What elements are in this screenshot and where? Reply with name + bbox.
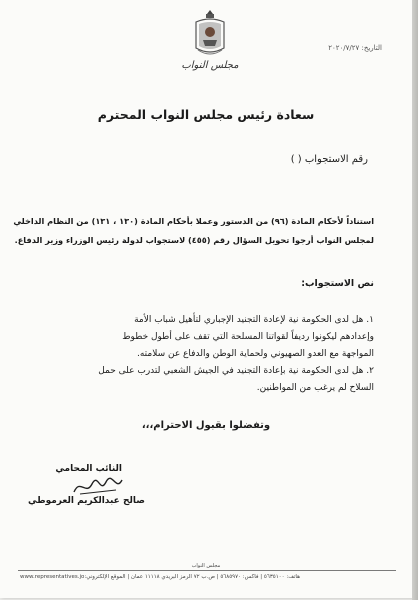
intro-line: استناداً لأحكام المادة (٩٦) من الدستور وعملا بأحكام المادة (١٣٠ ، ١٣١) من النظام الداخلي xyxy=(13,216,374,226)
question-line: وإعدادهم ليكونوا رديفاً لقواتنا المسلحة التي تقف على أطول خطوط xyxy=(122,332,374,342)
footer-contact-info: هاتف: ٥٦٣٥١٠٠ | فاكس: ٥٦٨٥٩٧٠ | ص.ب ٧٢ الرمز البريدي ١١١١٨ عمان | الموقع الإلكتروني: xyxy=(84,574,300,580)
page-edge-shadow xyxy=(412,0,418,600)
question-line: السلاح لم يرغب من المواطنين. xyxy=(256,383,374,393)
question-line: ١. هل لدى الحكومة نية لإعادة التجنيد الإجباري لتأهيل شباب الأمة xyxy=(134,315,374,325)
question-line: ٢. هل لدى الحكومة نية بإعادة التجنيد في الجيش الشعبي لتدرب على حمل xyxy=(98,366,374,376)
intro-paragraph xyxy=(13,212,374,250)
letter-recipient: سعادة رئيس مجلس النواب المحترم xyxy=(97,107,315,122)
question-item xyxy=(24,312,374,363)
interpellation-reference: رقم الاستجواب ( ) xyxy=(290,154,368,165)
footer-website: www.representatives.jo xyxy=(20,574,85,580)
question-line: المواجهة مع العدو الصهيوني ولحماية الوطن والدفاع عن سلامته. xyxy=(136,349,374,359)
signer-title: النائب المحامي xyxy=(55,464,122,474)
footer-logo-text: مجلس النواب xyxy=(191,563,221,569)
intro-line: لمجلس النواب أرجوا تحويل السؤال رقم (٤٥٥) لاستجواب لدولة رئيس الوزراء وزير الدفاع. xyxy=(14,235,374,245)
crest-emblem-icon xyxy=(193,8,227,58)
question-item xyxy=(24,363,374,397)
council-logo-text: مجلس النواب xyxy=(181,60,239,71)
letter-date: التاريخ: ٢٠٢٠/٧/٢٧ xyxy=(328,44,382,52)
footer-divider xyxy=(18,570,396,571)
closing-salutation: وتفضلوا بقبول الاحترام،،، xyxy=(141,420,271,431)
interpellation-heading: نص الاستجواب: xyxy=(301,278,374,289)
signer-name: صالح عبدالكريم العرموطي xyxy=(28,496,145,506)
